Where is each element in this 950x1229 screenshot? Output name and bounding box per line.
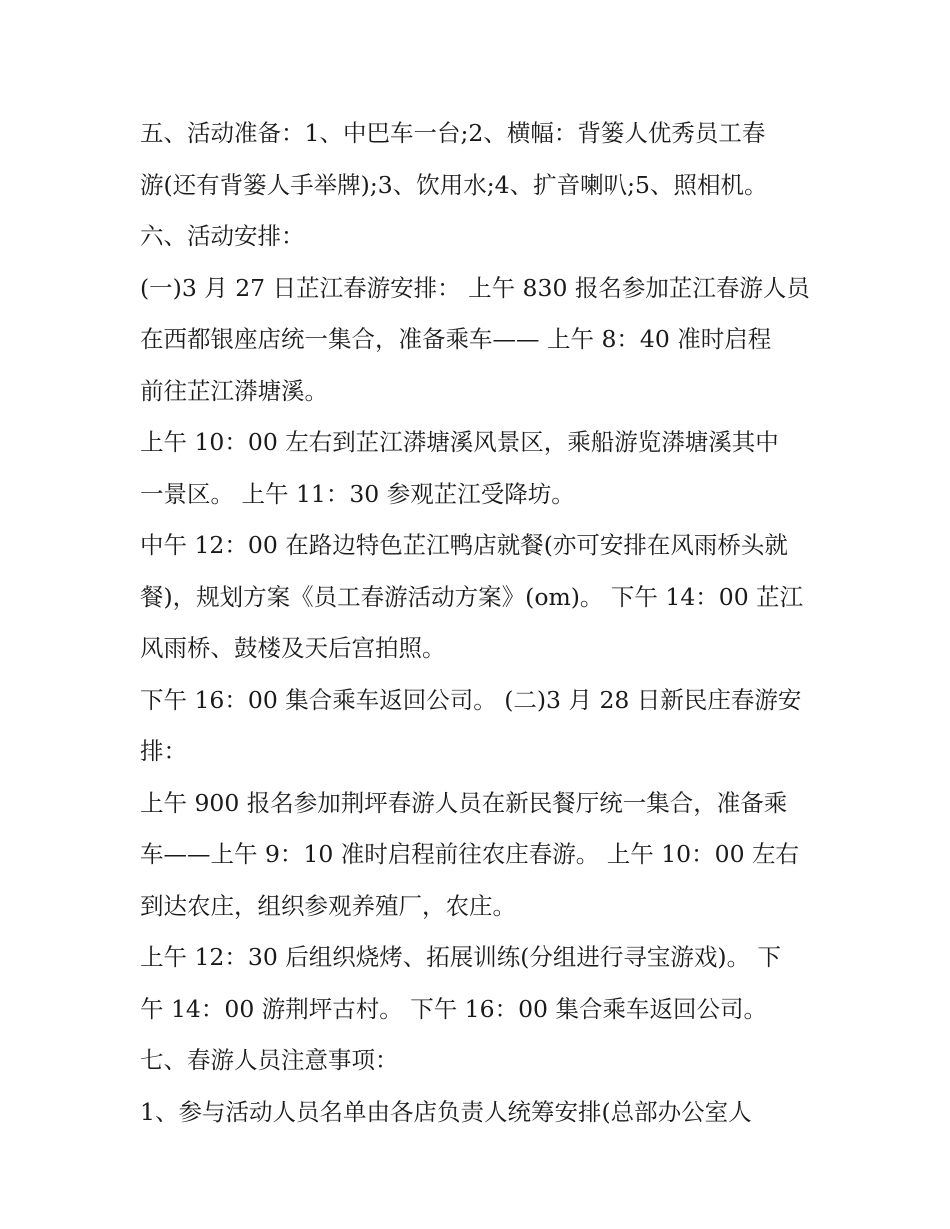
text-line: 中午 12：00 在路边特色芷江鸭店就餐(亦可安排在风雨桥头就: [140, 531, 788, 559]
text-line: 下午 16：00 集合乘车返回公司。 (二)3 月 28 日新民庄春游安: [140, 685, 802, 714]
section-heading-activity-schedule: [140, 211, 820, 263]
paragraph-noon-lunch: [140, 520, 820, 675]
text-line: 游(还有背篓人手举牌);3、饮用水;4、扩音喇叭;5、照相机。: [140, 170, 768, 199]
text-line: 车——上午 9：10 准时启程前往农庄春游。 上午 10：00 左右: [140, 840, 800, 868]
text-line: 上午 12：30 后组织烧烤、拓展训练(分组进行寻宝游戏)。 下: [140, 943, 782, 971]
section-heading-precautions: [140, 1035, 820, 1087]
text-line: 上午 10：00 左右到芷江漭塘溪风景区，乘船游览漭塘溪其中: [140, 428, 779, 456]
paragraph-afternoon-activities: [140, 932, 820, 1035]
text-line: 六、活动安排：: [140, 222, 305, 250]
text-line: 在西都银座店统一集合，准备乘车—— 上午 8：40 准时启程: [140, 325, 772, 353]
document-body: [140, 108, 820, 1138]
text-line: 1、参与活动人员名单由各店负责人统筹安排(总部办公室人: [140, 1097, 752, 1126]
text-line: 风雨桥、鼓楼及天后宫拍照。: [140, 634, 446, 662]
text-line: 七、春游人员注意事项：: [140, 1046, 399, 1074]
paragraph-precaution-1: [140, 1087, 820, 1139]
paragraph-morning-sightseeing: [140, 417, 820, 520]
text-line: 前往芷江漭塘溪。: [140, 376, 328, 405]
text-line: 到达农庄，组织参观养殖厂，农庄。: [140, 891, 516, 920]
paragraph-activity-preparation: [140, 108, 820, 211]
text-line: 一景区。 上午 11：30 参观芷江受降坊。: [140, 479, 575, 508]
text-line: 餐)，规划方案《员工春游活动方案》(om)。 下午 14：00 芷江: [140, 582, 804, 611]
paragraph-return-and-xinmin: [140, 675, 820, 778]
paragraph-jingping-morning: [140, 778, 820, 933]
text-line: 排：: [140, 737, 187, 765]
text-line: 午 14：00 游荆坪古村。 下午 16：00 集合乘车返回公司。: [140, 994, 767, 1023]
text-line: 五、活动准备：1、中巴车一台;2、横幅：背篓人优秀员工春: [140, 119, 766, 147]
text-line: (一)3 月 27 日芷江春游安排： 上午 830 报名参加芷江春游人员: [140, 273, 810, 302]
paragraph-zhijiang-schedule: [140, 263, 820, 418]
text-line: 上午 900 报名参加荆坪春游人员在新民餐厅统一集合，准备乘: [140, 788, 788, 817]
